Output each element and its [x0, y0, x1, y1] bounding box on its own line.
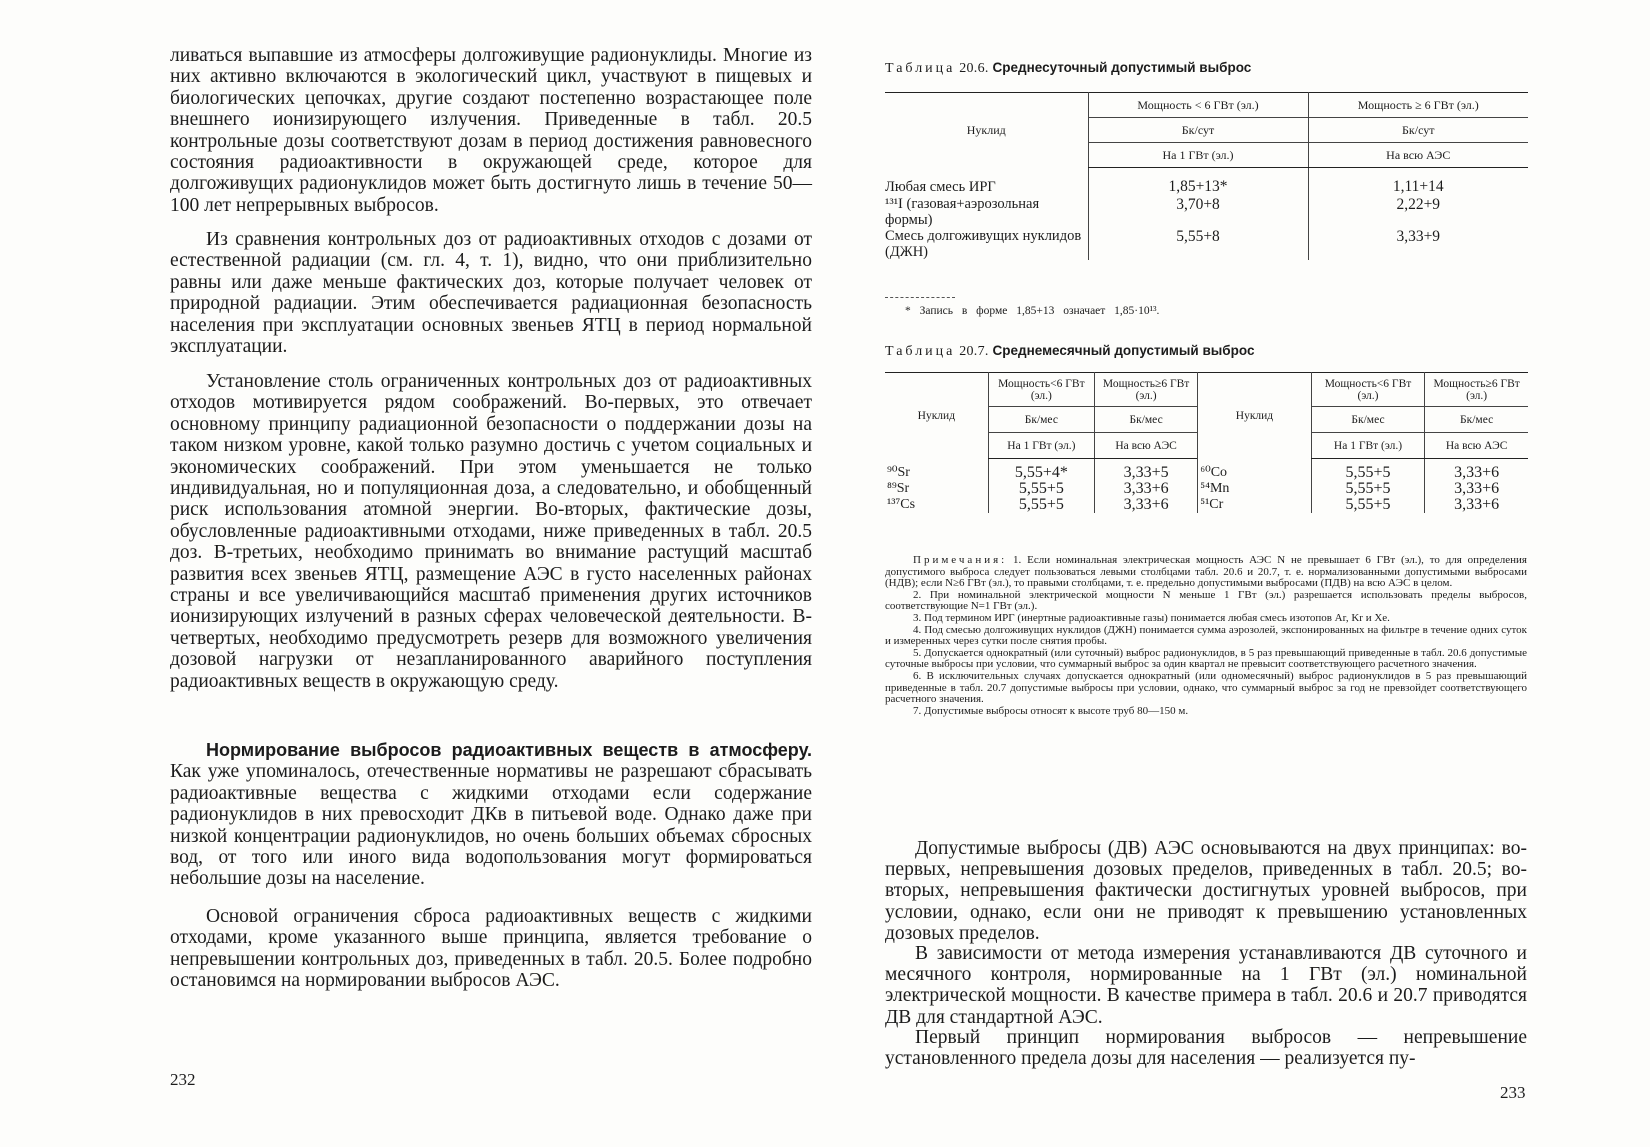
header-power-lt6: Мощность < 6 ГВт (эл.): [1088, 93, 1308, 118]
table-row: ⁹⁰Sr 5,55+4* 3,33+5 ⁶⁰Co 5,55+5 3,33+6: [885, 465, 1528, 481]
header-basis-lt6: На 1 ГВт (эл.): [1088, 143, 1308, 168]
table-row: ⁸⁹Sr 5,55+5 3,33+6 ⁵⁴Mn 5,55+5 3,33+6: [885, 481, 1528, 497]
table-20-7: Нуклид Мощность<6 ГВт (эл.) Мощность≥6 ГВт (эл.) Нуклид Мощность<6 ГВт (эл.) Мощность≥6 ГВт (эл.) Бк/мес Бк/мес Бк/мес Бк/мес На 1 ГВт (эл.) На всю АЭС На 1 ГВт (эл.) На всю АЭС ⁹⁰Sr 5,55+4* 3,33+5 ⁶⁰Co 5,55+5 3,33+6 ⁸⁹Sr 5,55+5 3,33+6 ⁵⁴Mn 5,55+5 3,33+6 ¹³⁷Cs 5,55+5 3,33+6 ⁵¹Cr 5,55+5 3,33+6: [885, 372, 1528, 513]
page-number-right: 233: [1500, 1083, 1526, 1102]
header-basis-ge6: На всю АЭС: [1308, 143, 1528, 168]
paragraph-1: ливаться выпавшие из атмосферы долгоживущие радионуклиды. Многие из них активно включаются в экологический цикл, участвуют в пищевых и биологических цепочках, другие создают постепенно возрастающее поле внешнего ионизирующего излучения. Приведенные в табл. 20.5 контрольные дозы соответствуют дозам в период достижения равновесного состояния радиоактивности в окружающей среде, которое для долгоживущих радионуклидов может быть достигнуто лишь в течение 50—100 лет непрерывных выбросов.: [170, 45, 812, 216]
table-row: Смесь долгоживущих нуклидов (ДЖН) 5,55+8 3,33+9: [885, 228, 1528, 260]
paragraph-2: Из сравнения контрольных доз от радиоактивных отходов с дозами от естественной радиации (см. гл. 4, т. 1), видно, что они приблизительно равны или даже меньше фактических доз, которые получает человек от природной радиации. Этим обеспечивается радиационная безопасность населения при эксплуатации основных звеньев ЯТЦ в период нормальной эксплуатации.: [170, 229, 812, 358]
table-row: Любая смесь ИРГ 1,85+13* 1,11+14: [885, 178, 1528, 196]
note-item: 6. В исключительных случаях допускается однократный (или одномесячный) выброс радионуклидов в 5 раз превышающий приведенные в табл. 20.7 допустимые выбросы при условии, однако, что суммарный выброс за год не превзойдет соответствующего расчетного значения.: [885, 669, 1527, 706]
notes-label: Примечания:: [913, 554, 1008, 566]
table-row: ¹³⁷Cs 5,55+5 3,33+6 ⁵¹Cr 5,55+5 3,33+6: [885, 497, 1528, 513]
note-item: 2. При номинальной электрической мощности N меньше 1 ГВт (эл.) разрешается использовать пределы выбросов, соответствующие N=1 ГВт (эл.).: [885, 588, 1527, 613]
header-unit-ge6: Бк/сут: [1308, 118, 1528, 143]
table-notes: Примечания: 1. Если номинальная электрическая мощность АЭС N не превышает 6 ГВт (эл.), то для определения допустимого выброса следует пользоваться левыми столбцами табл. 20.6 и 20.7, т. е. нормализованными допустимыми выбросами (НДВ); если N≥6 ГВт (эл.), то правыми столбцами, т. е. предельно допустимыми выбросами (ПДВ) на всю АЭС в целом. 2. При номинальной электрической мощности N меньше 1 ГВт (эл.) разрешается использовать пределы выбросов, соответствующие N=1 ГВт (эл.). 3. Под термином ИРГ (инертные радиоактивные газы) понимается любая смесь изотопов Ar, Kr и Xe. 4. Под смесью долгоживущих нуклидов (ДЖН) понимается сумма аэрозолей, экспонированных на фильтре в течение одних суток и измеренных через сутки после снятия пробы. 5. Допускается однократный (или суточный) выброс радионуклидов, в 5 раз превышающий приведенные в табл. 20.6 допустимые суточные выбросы при условии, что суммарный выброс за один квартал не превысит соответствующего расчетного значения. 6. В исключительных случаях допускается однократный (или одномесячный) выброс радионуклидов в 5 раз превышающий приведенные в табл. 20.7 допустимые выбросы при условии, однако, что суммарный выброс за год не превзойдет соответствующего расчетного значения. 7. Допустимые выбросы относят к высоте труб 80—150 м.: [885, 554, 1527, 717]
note-item: 4. Под смесью долгоживущих нуклидов (ДЖН) понимается сумма аэрозолей, экспонированных на фильтре в течение одних суток и измеренных через сутки после снятия пробы.: [885, 623, 1527, 648]
right-paragraph-2: В зависимости от метода измерения устанавливаются ДВ суточного и месячного контроля, нормированные на 1 ГВт (эл.) номинальной электрической мощности. В качестве примера в табл. 20.6 и 20.7 приводятся ДВ для стандартной АЭС.: [885, 943, 1527, 1028]
paragraph-heading: Нормирование выбросов радиоактивных веществ в атмосферу. Как уже упоминалось, отечественные нормативы не разрешают сбрасывать радиоактивные вещества с жидкими отходами если содержание радионуклидов в них превосходит ДКв в питьевой воде. Однако даже при низкой концентрации радионуклидов, но очень больших объемах сбросных вод, от того или иного вида водопользования могут формироваться небольшие дозы на население.: [170, 740, 812, 890]
header-power-ge6: Мощность ≥ 6 ГВт (эл.): [1308, 93, 1528, 118]
header-nuclide: Нуклид: [966, 122, 1006, 137]
right-paragraph-1: Допустимые выбросы (ДВ) АЭС основываются на двух принципах: во-первых, непревышения дозовых пределов, приведенных в табл. 20.5; во-вторых, непревышения фактически достигнутых уровней выбросов, при условии, однако, если они не приводят к превышению установленных дозовых пределов.: [885, 838, 1527, 944]
table-20-6: [885, 92, 1528, 260]
section-heading: Нормирование выбросов радиоактивных веществ в атмосферу.: [206, 740, 812, 760]
table-20-7-caption: Таблица 20.7. Среднемесячный допустимый выброс: [885, 343, 1255, 359]
paragraph-3: Установление столь ограниченных контрольных доз от радиоактивных отходов мотивируется рядом соображений. Во-первых, это отвечает основному принципу радиационной безопасности о поддержании дозы на таком низком уровне, какой только разумно достичь с учетом социальных и экономических соображений. При этом уменьшается не только индивидуальная, но и популяционная доза, а следовательно, и обобщенный риск использования атомной энергии. Во-вторых, фактические дозы, обусловленные радиоактивными отходами, ниже приведенных в табл. 20.5 доз. В-третьих, необходимо принимать во внимание растущий масштаб развития всех звеньев ЯТЦ, размещение АЭС в густо населенных районах страны и все увеличивающийся масштаб применения других источников ионизирующих излучений в разных сферах человеческой деятельности. В-четвертых, необходимо предусмотреть резерв для возможного увеличения дозовой нагрузки от незапланированного аварийного поступления радиоактивных веществ в окружающую среду.: [170, 371, 812, 692]
page-number-left: 232: [170, 1070, 196, 1089]
header-unit-lt6: Бк/сут: [1088, 118, 1308, 143]
paragraph-last: Основой ограничения сброса радиоактивных веществ с жидкими отходами, кроме указанного выше принципа, является требование о непревышении контрольных доз, приведенных в табл. 20.5. Более подробно остановимся на нормировании выбросов АЭС.: [170, 906, 812, 992]
footnote-divider: [885, 297, 955, 298]
note-item: 5. Допускается однократный (или суточный) выброс радионуклидов, в 5 раз превышающий приведенные в табл. 20.6 допустимые суточные выбросы при условии, что суммарный выброс за один квартал не превысит соответствующего расчетного значения.: [885, 646, 1527, 671]
table-row: ¹³¹I (газовая+аэрозольная формы) 3,70+8 2,22+9: [885, 196, 1528, 228]
table-20-6-caption: Таблица 20.6. Среднесуточный допустимый выброс: [885, 60, 1252, 76]
note-item: 7. Допустимые выбросы относят к высоте труб 80—150 м.: [913, 704, 1189, 717]
table-20-6-footnote: * Запись в форме 1,85+13 означает 1,85·10¹³.: [905, 305, 1160, 317]
note-item: 3. Под термином ИРГ (инертные радиоактивные газы) понимается любая смесь изотопов Ar, Kr и Xe.: [913, 611, 1390, 624]
right-paragraph-3: Первый принцип нормирования выбросов — непревышение установленного предела дозы для населения — реализуется пу-: [885, 1027, 1527, 1070]
